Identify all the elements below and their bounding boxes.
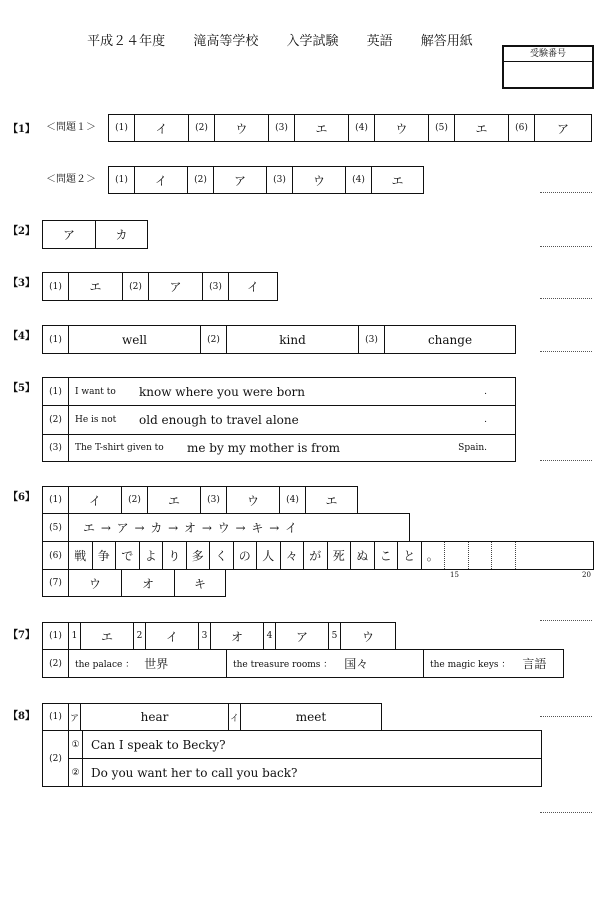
q8-label-1: (1)	[43, 704, 69, 730]
q7-sub-2: 2	[134, 623, 146, 649]
q8-sentences	[69, 731, 541, 786]
q7-label-1: (1)	[43, 623, 69, 649]
q4-answer-1[interactable]: well	[69, 326, 201, 353]
q6-label-5: (5)	[43, 514, 69, 541]
q7-row1-box	[42, 622, 396, 650]
q1p2-label-2: (2)	[188, 167, 214, 193]
q6-char-cell[interactable]: こ	[375, 542, 399, 569]
q1p1-answer-5[interactable]: エ	[455, 115, 509, 141]
q3-answer-2[interactable]: ア	[149, 273, 203, 300]
score-line	[540, 246, 592, 247]
q5-label-3: (3)	[43, 435, 69, 461]
q7-number: 【7】	[8, 630, 35, 641]
q7-pair-1	[69, 650, 227, 677]
q6-answer-7a[interactable]: ウ	[69, 570, 122, 596]
q2-number: 【2】	[8, 226, 35, 237]
q6-label-6: (6)	[43, 542, 69, 569]
q8-circle-2: ②	[69, 759, 83, 786]
score-line	[540, 351, 592, 352]
q5-end-1: .	[484, 386, 487, 397]
exam-number-box[interactable]	[502, 45, 594, 89]
q7-answer-3[interactable]: オ	[211, 623, 264, 649]
q1-part2-label: ＜問題２＞	[46, 174, 96, 185]
q8-circle-1: ①	[69, 731, 83, 758]
q8-row1-box	[42, 703, 382, 731]
q7-answer-4[interactable]: ア	[276, 623, 329, 649]
q6-answer-5[interactable]: エ → ア → カ → オ → ウ → キ → イ	[83, 521, 298, 535]
page-title	[0, 30, 560, 49]
q7-prompt-2: the treasure rooms ：	[233, 660, 333, 670]
q6-label-7: (7)	[43, 570, 69, 596]
q8-answer-1[interactable]: hear	[81, 704, 229, 730]
q6-row2-box	[42, 513, 410, 542]
q1-part2-box	[108, 166, 424, 194]
q3-label-3: (3)	[203, 273, 229, 300]
q8-row2-box	[42, 730, 542, 787]
q5-prompt-1: I want to	[75, 386, 116, 397]
q1p1-label-2: (2)	[189, 115, 215, 141]
q7-row2-box	[42, 649, 564, 678]
q6-number: 【6】	[8, 492, 35, 503]
q5-answer-2[interactable]: old enough to travel alone	[139, 412, 299, 427]
q5-label-1: (1)	[43, 378, 69, 405]
q5-label-2: (2)	[43, 406, 69, 433]
q8-number: 【8】	[8, 711, 35, 722]
q1-number: 【1】	[8, 124, 35, 135]
q3-label-2: (2)	[123, 273, 149, 300]
title-school: 滝高等学校	[193, 34, 259, 49]
q6-char-cell[interactable]: 争	[93, 542, 117, 569]
q5-prompt-2: He is not	[75, 414, 117, 425]
q3-answer-3[interactable]: イ	[246, 280, 259, 294]
q6-char-cell[interactable]: 。	[422, 542, 446, 569]
q7-answer-2[interactable]: イ	[146, 623, 199, 649]
q6-char-cell[interactable]: と	[398, 542, 422, 569]
q6-char-cell[interactable]: 人	[257, 542, 281, 569]
q7-sub-1: 1	[69, 623, 81, 649]
q5-box	[42, 377, 516, 462]
q6-char-cell[interactable]: ぬ	[351, 542, 375, 569]
q1p2-answer-2[interactable]: ア	[214, 167, 267, 193]
q7-pair-3	[424, 650, 563, 677]
q6-char-cell[interactable]: 戦	[69, 542, 93, 569]
q7-pair-2	[227, 650, 424, 677]
title-subject: 英語	[366, 34, 393, 49]
q7-answer-5[interactable]: ウ	[361, 629, 374, 644]
q6-char-cell[interactable]: 死	[328, 542, 352, 569]
q6-char-cell[interactable]	[516, 542, 540, 569]
q1p2-answer-4[interactable]: エ	[391, 173, 404, 188]
q3-answer-1[interactable]: エ	[69, 273, 123, 300]
q7-sub-5: 5	[329, 623, 341, 649]
q4-label-1: (1)	[43, 326, 69, 353]
q6-row4-box	[42, 569, 226, 597]
q6-label-4: (4)	[280, 487, 306, 513]
q8-sentence-row-2	[69, 759, 541, 786]
q5-answer-1[interactable]: know where you were born	[139, 384, 306, 399]
q6-char-cell[interactable]	[469, 542, 493, 569]
q8-answer-3[interactable]: Can I speak to Becky?	[91, 737, 226, 752]
q5-number: 【5】	[8, 383, 35, 394]
q6-answer-7c[interactable]: キ	[193, 576, 206, 591]
q7-answer-6[interactable]: 世界	[144, 657, 169, 671]
score-line	[540, 716, 592, 717]
q6-answer-7b[interactable]: オ	[122, 570, 175, 596]
q1p1-answer-1[interactable]: イ	[135, 115, 189, 141]
q7-answer-8[interactable]: 言語	[522, 657, 547, 671]
q7-sub-4: 4	[264, 623, 276, 649]
q6-char-cell[interactable]: 多	[187, 542, 211, 569]
score-line	[540, 192, 592, 193]
q5-row-1	[43, 378, 515, 406]
q7-prompt-1: the palace ：	[75, 660, 135, 670]
q6-row1-box	[42, 486, 358, 514]
q2-answer-2[interactable]: カ	[115, 228, 128, 242]
score-line	[540, 812, 592, 813]
q5-prompt-3: The T-shirt given to	[75, 442, 164, 453]
q4-answer-2[interactable]: kind	[227, 326, 359, 353]
q6-char-cell[interactable]: で	[116, 542, 140, 569]
q7-sub-3: 3	[199, 623, 211, 649]
q6-char-cell[interactable]: よ	[140, 542, 164, 569]
q6-label-1: (1)	[43, 487, 69, 513]
q6-answer-1[interactable]: イ	[69, 487, 122, 513]
q1p1-answer-3[interactable]: エ	[295, 115, 349, 141]
q6-row3-box	[42, 541, 594, 570]
q1p1-answer-2[interactable]: ウ	[215, 115, 269, 141]
q6-mark-15: 15	[450, 571, 459, 579]
q6-answer-4[interactable]: エ	[325, 493, 338, 508]
q6-mark-20: 20	[582, 571, 591, 579]
q1p1-label-6: (6)	[509, 115, 535, 141]
q5-row-2	[43, 406, 515, 434]
q1p2-answer-3[interactable]: ウ	[293, 167, 346, 193]
q6-char-cell[interactable]: 々	[281, 542, 305, 569]
q1p2-label-1: (1)	[109, 167, 135, 193]
q3-box	[42, 272, 278, 301]
q6-char-grid[interactable]	[69, 542, 593, 569]
q1-part1-label: ＜問題１＞	[46, 122, 96, 133]
q5-end-3: Spain.	[458, 442, 487, 453]
q1p2-label-3: (3)	[267, 167, 293, 193]
score-line	[540, 620, 592, 621]
q1p1-answer-4[interactable]: ウ	[375, 115, 429, 141]
q8-sub-b: イ	[229, 704, 241, 730]
q8-answer-4[interactable]: Do you want her to call you back?	[91, 765, 298, 780]
q2-answer-1[interactable]: ア	[43, 221, 96, 248]
q6-char-cell[interactable]: く	[210, 542, 234, 569]
q1p2-label-4: (4)	[346, 167, 372, 193]
title-exam: 入学試験	[286, 34, 339, 49]
q5-end-2: .	[484, 414, 487, 425]
q1p1-label-4: (4)	[349, 115, 375, 141]
q4-box	[42, 325, 516, 354]
q6-char-cell[interactable]	[492, 542, 516, 569]
q6-char-cell[interactable]: り	[163, 542, 187, 569]
q2-box	[42, 220, 148, 249]
q8-sentence-row-1	[69, 731, 541, 759]
title-year: 平成２４年度	[87, 34, 166, 49]
q7-prompt-3: the magic keys ：	[430, 660, 511, 670]
q8-answer-2[interactable]: meet	[295, 710, 327, 724]
q6-answer-3[interactable]: ウ	[227, 487, 280, 513]
q8-label-2: (2)	[43, 731, 69, 786]
q1p1-label-1: (1)	[109, 115, 135, 141]
q3-number: 【3】	[8, 278, 35, 289]
q6-char-cell[interactable]: が	[304, 542, 328, 569]
q6-char-cell[interactable]: の	[234, 542, 258, 569]
q1p2-answer-1[interactable]: イ	[135, 167, 188, 193]
q4-answer-3[interactable]: change	[427, 332, 473, 347]
q4-number: 【4】	[8, 331, 35, 342]
q1p1-label-5: (5)	[429, 115, 455, 141]
q7-label-2: (2)	[43, 650, 69, 677]
q6-char-cell[interactable]	[445, 542, 469, 569]
score-line	[540, 298, 592, 299]
q1-part1-box	[108, 114, 592, 142]
q6-label-3: (3)	[201, 487, 227, 513]
q5-row-3	[43, 435, 515, 461]
q6-label-2: (2)	[122, 487, 148, 513]
score-line	[540, 460, 592, 461]
q4-label-3: (3)	[359, 326, 385, 353]
exam-number-label: 受験番号	[504, 47, 592, 62]
q4-label-2: (2)	[201, 326, 227, 353]
q8-sub-a: ア	[69, 704, 81, 730]
q5-answer-3[interactable]: me by my mother is from	[187, 440, 340, 455]
q1p1-label-3: (3)	[269, 115, 295, 141]
q6-answer-2[interactable]: エ	[148, 487, 201, 513]
q7-answer-7[interactable]: 国々	[344, 657, 369, 671]
q7-answer-1[interactable]: エ	[81, 623, 134, 649]
q3-label-1: (1)	[43, 273, 69, 300]
title-sheet: 解答用紙	[420, 34, 473, 49]
q1p1-answer-6[interactable]: ア	[556, 121, 569, 136]
